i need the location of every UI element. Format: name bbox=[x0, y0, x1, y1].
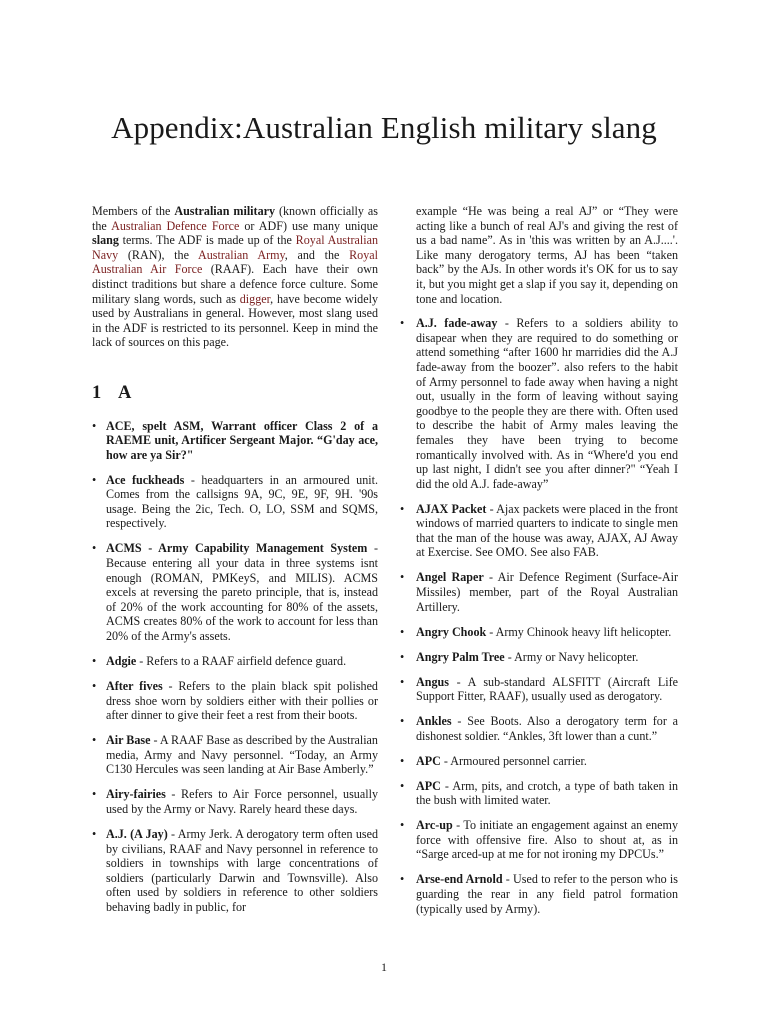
army-link[interactable]: Australian Army bbox=[197, 247, 285, 262]
list-item bbox=[92, 473, 378, 531]
entry-text: - See Boots. Also a derogatory term for a dishonest soldier. “Ankles, 3ft lower than a cunt.” bbox=[416, 714, 678, 743]
list-item bbox=[400, 714, 678, 743]
bullet-icon: • bbox=[400, 674, 405, 689]
entry-text: - Ajax packets were placed in the front windows of married quarters to indicate to single men that the man of the house was away, AJAX, AJ Away at Exercise. See OMO. See also FAB. bbox=[416, 501, 678, 560]
bullet-icon: • bbox=[92, 826, 97, 841]
bullet-icon: • bbox=[92, 787, 97, 802]
list-item bbox=[400, 754, 678, 769]
bullet-icon: • bbox=[92, 541, 97, 556]
entry-text: - Used to refer to the person who is guarding the rear in any field patrol formation (typically used by Army). bbox=[416, 872, 678, 916]
entry-term: ACE, spelt ASM, Warrant officer Class 2 of a RAEME unit, Artificer Sergeant Major. “G'day ace, how are ya Sir?" bbox=[106, 418, 378, 462]
entry-term: APC bbox=[416, 753, 441, 768]
entry-term: Arse-end Arnold bbox=[416, 872, 503, 887]
intro-paragraph bbox=[92, 204, 378, 350]
entry-term: APC bbox=[416, 778, 441, 793]
list-item bbox=[400, 779, 678, 808]
entry-text: - Armoured personnel carrier. bbox=[440, 753, 587, 768]
entry-term: Angel Raper bbox=[416, 570, 484, 585]
list-item bbox=[400, 650, 678, 665]
list-item bbox=[92, 787, 378, 816]
entry-text: - Because entering all your data in three systems isnt enough (ROMAN, PMKeyS, and MILIS). ACMS excels at reversing the pareto principle, that is, instead of 20% of the work accounting for 80% of the assets, ACMS creates 80% of the work to account for less than 20% of the Army's assets. bbox=[106, 541, 378, 644]
page-number: 1 bbox=[381, 960, 387, 974]
entry-term: Arc-up bbox=[416, 818, 453, 833]
entry-term: Ankles bbox=[416, 714, 452, 729]
entry-term: AJAX Packet bbox=[416, 501, 487, 516]
list-item bbox=[400, 502, 678, 560]
right-column bbox=[400, 204, 678, 927]
bullet-icon: • bbox=[400, 649, 405, 664]
list-item bbox=[92, 654, 378, 669]
section-heading bbox=[92, 382, 378, 403]
entry-term: Air Base bbox=[106, 733, 151, 748]
entry-text: - Air Defence Regiment (Surface-Air Missiles) member, part of the Royal Australian Artillery. bbox=[416, 570, 678, 614]
entry-term: Angry Chook bbox=[416, 624, 487, 639]
bullet-icon: • bbox=[400, 501, 405, 516]
raaf-link[interactable]: Royal Australian Air Force bbox=[92, 247, 378, 277]
bullet-icon: • bbox=[400, 714, 405, 729]
bullet-icon: • bbox=[400, 818, 405, 833]
section-number: 1 bbox=[92, 382, 102, 403]
entry-text: - Refers to a soldiers ability to disapear when they are required to do something or attend something “after 1600 hr marridies did the A.J fade-away from the boozer”. also refers to the habit of Army personnel to fade away when having a night out, usually in the form of leaving without saying goodbye to the people they are there with. Often used to describe the habit of Army males leaving the females they have been trying to become romantically involved with. As in “Where'd you end up last night, I didn't see you after dinner?" “Yeah I did the old A.J. fade-away” bbox=[416, 316, 678, 491]
australian-military-link[interactable]: Australian military bbox=[174, 204, 276, 218]
bullet-icon: • bbox=[400, 316, 405, 331]
entry-text: - A RAAF Base as described by the Australian media, Army and Navy personnel. “Today, an Army C130 Hercules was seen landing at Air Base Amberly.” bbox=[106, 733, 378, 777]
page-title: Appendix:Australian English military slang bbox=[111, 110, 657, 145]
continued-entry-text: example “He was being a real AJ” or “They were acting like a bunch of real AJ's and giving the rest of us a bad name”. As in 'this was written by an A.J....'. Like many derogatory terms, AJ has been “taken back” by the AJs. In other words it's OK for us to say it, but you might get a slap if you say it, depending on tone and location. bbox=[416, 204, 678, 306]
left-column bbox=[92, 204, 378, 925]
entry-text: - Refers to a RAAF airfield defence guard. bbox=[136, 654, 347, 669]
bullet-icon: • bbox=[400, 570, 405, 585]
entry-text: - Army Chinook heavy lift helicopter. bbox=[486, 624, 672, 639]
left-entry-list bbox=[92, 419, 378, 915]
intro-text: , and the bbox=[284, 247, 350, 262]
entry-term: Angry Palm Tree bbox=[416, 649, 505, 664]
entry-text: - Arm, pits, and crotch, a type of bath taken in the bush with limited water. bbox=[416, 778, 678, 808]
entry-text: - Army Jerk. A derogatory term often used by civilians, RAAF and Navy personnel in reference to soldiers in townships with large concentrations of soldiers (particularly Darwin and Townsville). Also often used by soldiers in reference to other soldiers behaving badly in public, for bbox=[106, 826, 378, 914]
list-item bbox=[92, 827, 378, 915]
digger-link[interactable]: digger bbox=[239, 291, 271, 306]
entry-text: - A sub-standard ALSFITT (Aircraft Life Support Fitter, RAAF), usually used as derogatory. bbox=[416, 674, 678, 704]
entry-text: - Army or Navy helicopter. bbox=[504, 649, 639, 664]
list-item bbox=[400, 818, 678, 862]
entry-text: - To initiate an engagement against an enemy force with offensive fire. Also to shout at, as in “Sarge arced-up at me for not ironing my DPCUs.” bbox=[416, 818, 678, 862]
bullet-icon: • bbox=[400, 624, 405, 639]
entry-term: After fives bbox=[106, 679, 163, 693]
intro-text: , have become widely used by Australians in general. However, most slang used in the ADF is restricted to its personnel. Keep in mind the lack of sources on this page. bbox=[92, 291, 378, 350]
bullet-icon: • bbox=[400, 753, 405, 768]
list-item bbox=[92, 541, 378, 643]
entry-text: - Refers to the plain black spit polished dress shoe worn by soldiers either with their pollies or after dinner to give their feet a rest from their boots. bbox=[106, 679, 378, 723]
entry-term: ACMS - Army Capability Management System bbox=[106, 541, 368, 556]
list-item bbox=[400, 570, 678, 614]
entry-text: - headquarters in an armoured unit. Comes from the callsigns 9A, 9C, 9E, 9F, 9H. '90s usage. Being the 2ic, Tech. O, LO, SSM and SQMS, respectively. bbox=[106, 472, 378, 531]
intro-text: (RAN), the bbox=[118, 247, 198, 262]
intro-text: or ADF) use many unique bbox=[239, 218, 378, 233]
intro-text: (RAAF). Each have their own distinct traditions but share a defence force culture. Some military slang words, such as bbox=[92, 262, 378, 306]
bullet-icon: • bbox=[92, 418, 97, 433]
entry-term: Angus bbox=[416, 674, 449, 689]
slang-link[interactable]: slang bbox=[92, 233, 119, 248]
entry-term: A.J. (A Jay) bbox=[106, 826, 168, 841]
bullet-icon: • bbox=[92, 472, 97, 487]
ran-link[interactable]: Royal Australian Navy bbox=[92, 233, 378, 262]
list-item bbox=[92, 679, 378, 723]
list-item bbox=[400, 675, 678, 704]
intro-text: Members of the bbox=[92, 204, 175, 218]
entry-term: Adgie bbox=[106, 654, 137, 669]
bullet-icon: • bbox=[92, 733, 97, 748]
list-item bbox=[400, 316, 678, 491]
bullet-icon: • bbox=[400, 872, 405, 887]
intro-text: (known officially as the bbox=[92, 204, 378, 233]
adf-link[interactable]: Australian Defence Force bbox=[111, 218, 240, 233]
bullet-icon: • bbox=[92, 679, 97, 693]
entry-term: Ace fuckheads bbox=[106, 472, 185, 487]
right-entry-list bbox=[400, 316, 678, 916]
list-item bbox=[92, 733, 378, 777]
entry-text: - Refers to Air Force personnel, usually used by the Army or Navy. Rarely heard these days. bbox=[106, 787, 378, 816]
list-item bbox=[92, 419, 378, 463]
entry-term: Airy-fairies bbox=[106, 787, 166, 802]
bullet-icon: • bbox=[400, 778, 405, 793]
list-item bbox=[400, 625, 678, 640]
intro-text: terms. The ADF is made up of the bbox=[118, 233, 296, 248]
list-item bbox=[400, 872, 678, 916]
entry-term: A.J. fade-away bbox=[416, 316, 498, 331]
bullet-icon: • bbox=[92, 654, 97, 669]
section-label: A bbox=[118, 382, 132, 403]
